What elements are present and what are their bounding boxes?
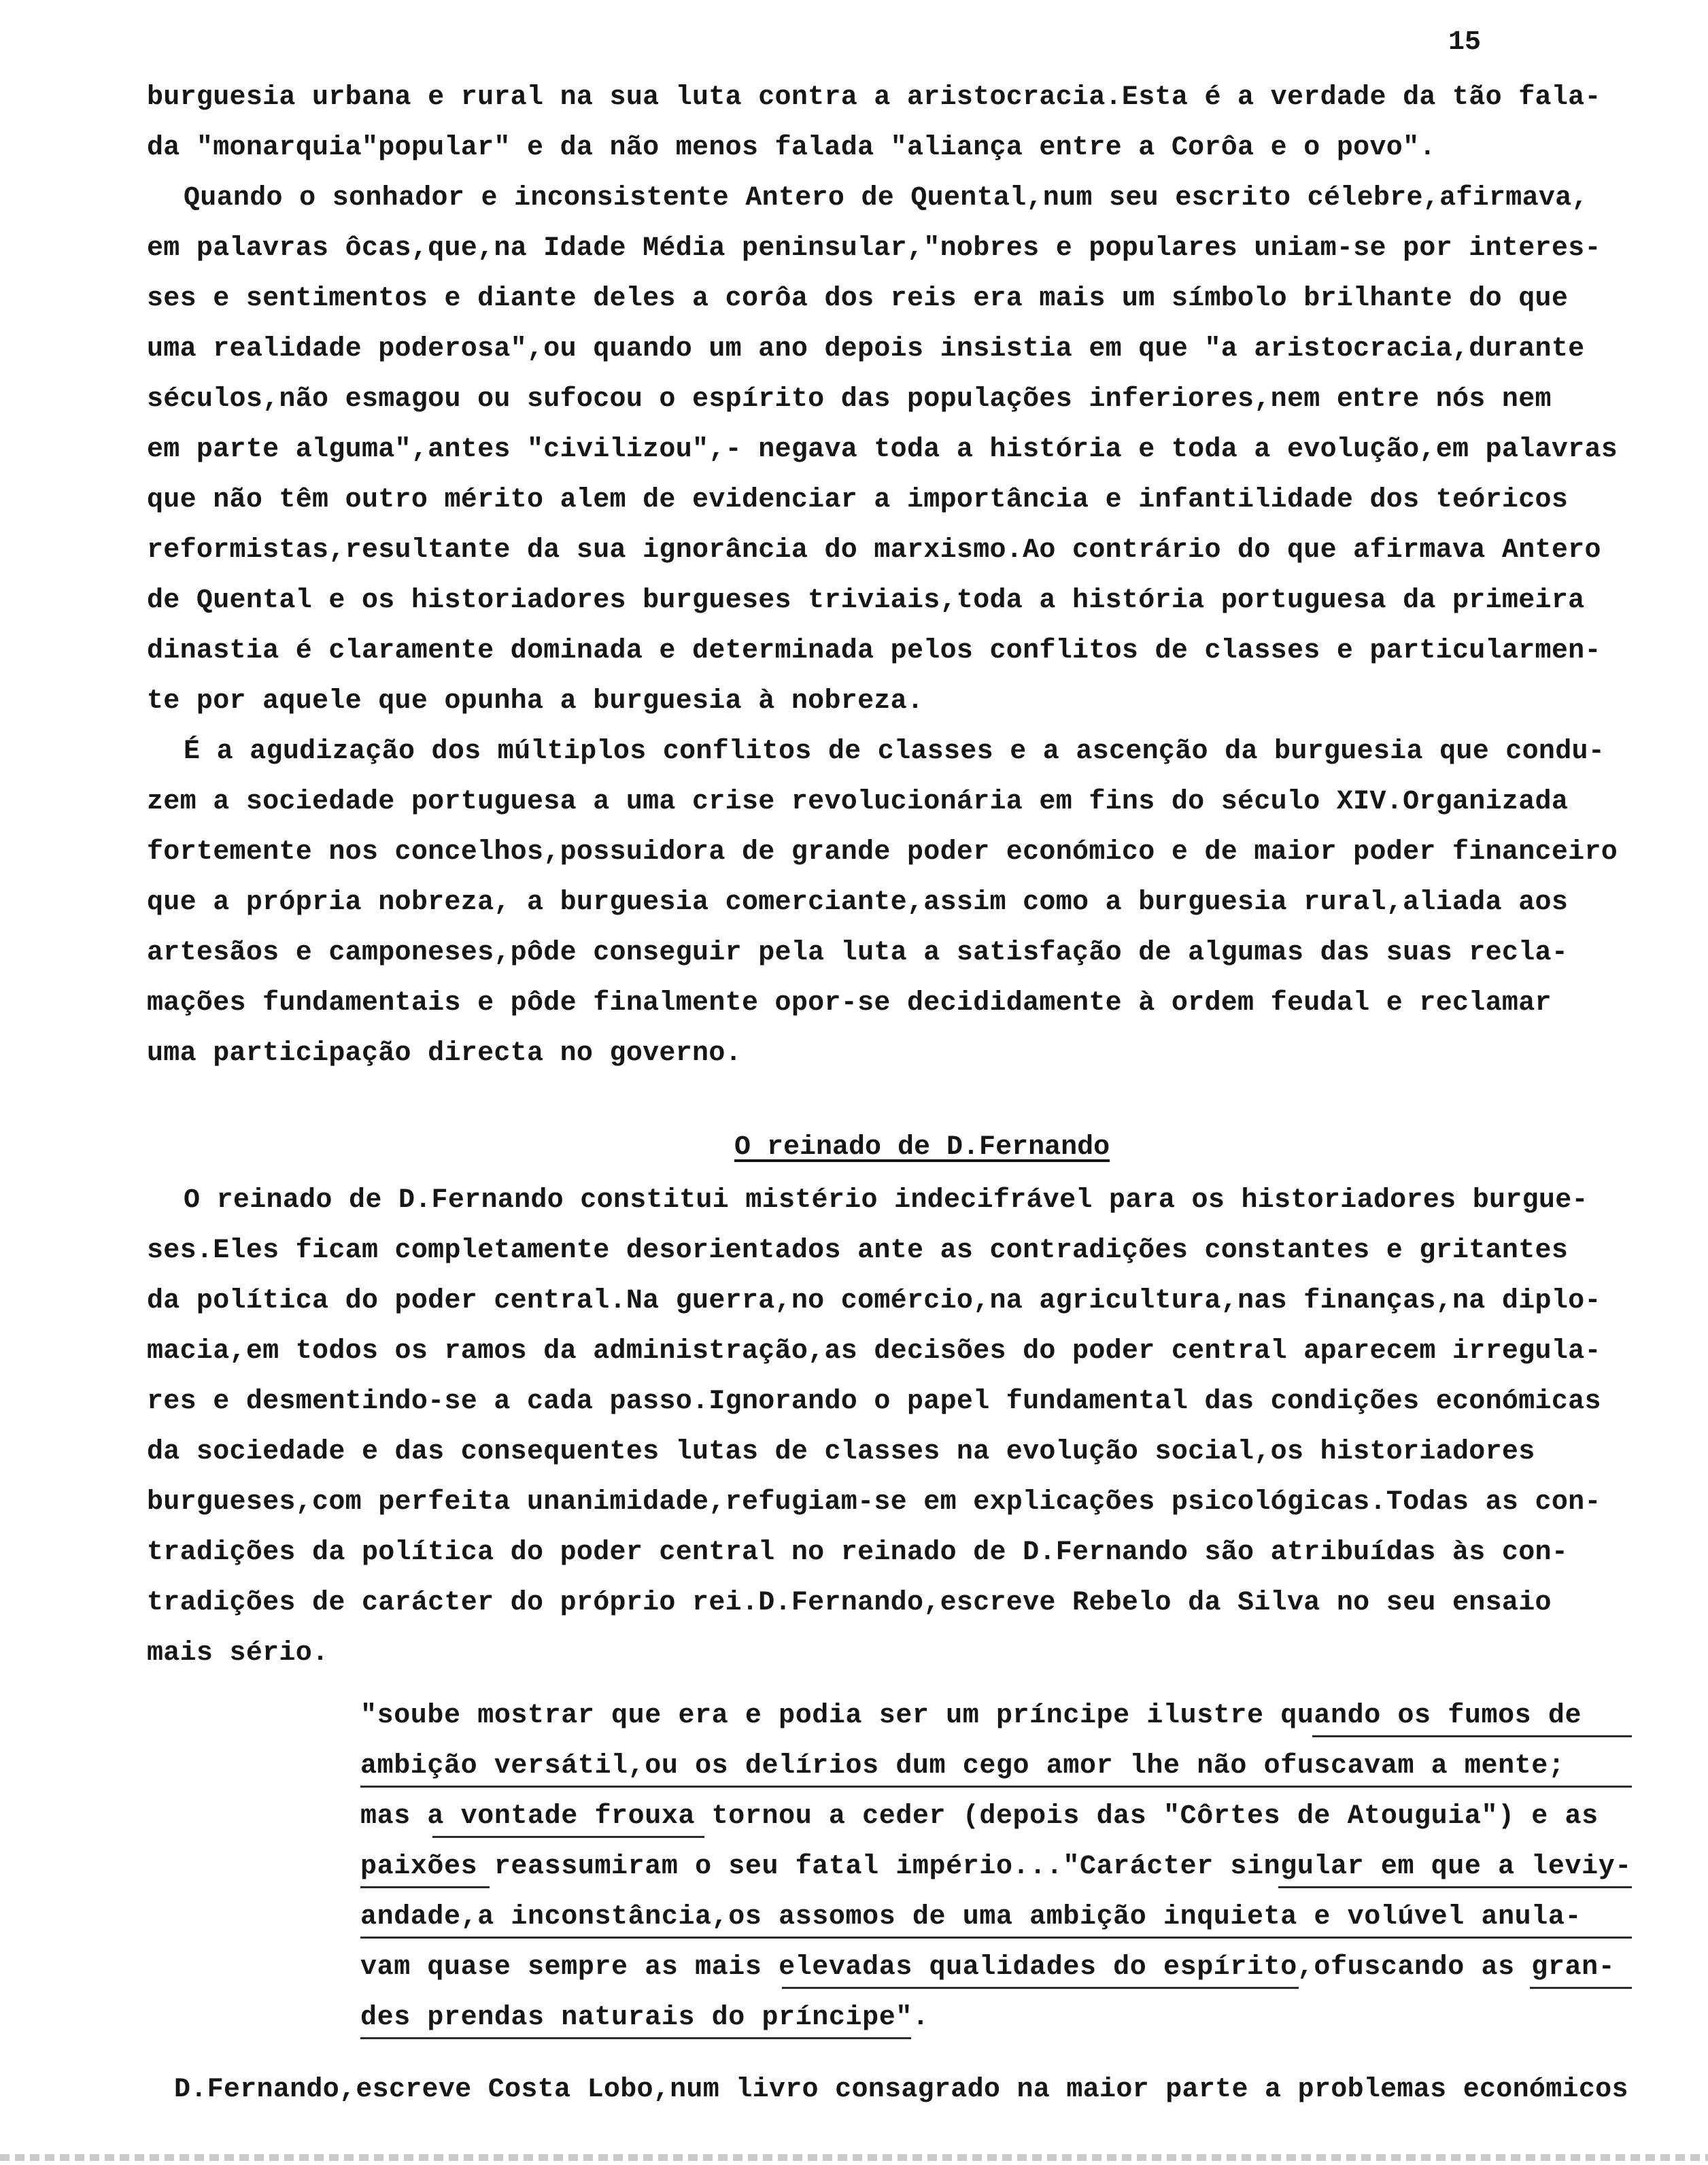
paragraph-2-line: Quando o sonhador e inconsistente Antero de Quental,num seu escrito célebre,afirmava, [184,183,1588,214]
handwritten-underline [360,1937,1632,1939]
paragraph-4-line: O reinado de D.Fernando constitui mistério indecifrável para os historiadores burgue- [184,1185,1588,1216]
paragraph-3-line: artesãos e camponeses,pôde conseguir pela luta a satisfação de algumas das suas recla- [147,938,1569,968]
paragraph-5-line: D.Fernando,escreve Costa Lobo,num livro consagrado na maior parte a problemas económicos [174,2075,1628,2105]
paragraph-4-line: tradições de carácter do próprio rei.D.Fernando,escreve Rebelo da Silva no seu ensaio [147,1588,1552,1618]
quote-line: vam quase sempre as mais elevadas qualidades do espírito,ofuscando as gran- [360,1952,1616,1983]
paragraph-4-line: res e desmentindo-se a cada passo.Ignorando o papel fundamental das condições económicas [147,1386,1601,1417]
paragraph-2-line: te por aquele que opunha a burguesia à nobreza. [147,686,924,717]
scan-edge-artifact [0,2154,1708,2161]
handwritten-underline [782,1987,1299,1989]
paragraph-4-line: ses.Eles ficam completamente desorientados ante as contradições constantes e gritantes [147,1235,1569,1266]
paragraph-3-line: zem a sociedade portuguesa a uma crise revolucionária em fins do século XIV.Organizada [147,787,1569,817]
paragraph-4-line: macia,em todos os ramos da administração,as decisões do poder central aparecem irregula- [147,1336,1601,1367]
quote-line: andade,a inconstância,os assomos de uma ambição inquieta e volúvel anula- [360,1902,1582,1932]
quote-line: paixões reassumiram o seu fatal império..."Carácter singular em que a leviy- [360,1852,1632,1882]
quote-line: ambição versátil,ou os delírios dum cego amor lhe não ofuscavam a mente; [360,1751,1565,1782]
handwritten-underline [360,1786,1632,1788]
paragraph-3-line: mações fundamentais e pôde finalmente opor-se decididamente à ordem feudal e reclamar [147,988,1552,1019]
paragraph-4-line: da política do poder central.Na guerra,no comércio,na agricultura,nas finanças,na diplo- [147,1286,1601,1316]
paragraph-3-line: que a própria nobreza, a burguesia comerciante,assim como a burguesia rural,aliada aos [147,887,1569,918]
section-heading: O reinado de D.Fernando [734,1132,1110,1163]
paragraph-4-line: da sociedade e das consequentes lutas de classes na evolução social,os historiadores [147,1437,1535,1467]
paragraph-2-line: em parte alguma",antes "civilizou",- negava toda a história e toda a evolução,em palavras [147,434,1618,465]
paragraph-1-line: da "monarquia"popular" e da não menos falada "aliança entre a Corôa e o povo". [147,133,1436,163]
paragraph-2-line: que não têm outro mérito alem de evidenciar a importância e infantilidade dos teóricos [147,485,1569,515]
handwritten-underline [360,1886,490,1888]
quote-line: des prendas naturais do príncipe". [360,2002,929,2033]
paragraph-2-line: em palavras ôcas,que,na Idade Média peninsular,"nobres e populares uniam-se por interes- [147,233,1601,264]
paragraph-3-line: fortemente nos concelhos,possuidora de grande poder económico e de maior poder financeiro [147,837,1618,868]
paragraph-2-line: ses e sentimentos e diante deles a corôa dos reis era mais um símbolo brilhante do que [147,284,1569,314]
quote-line: mas a vontade frouxa tornou a ceder (depois das "Côrtes de Atouguia") e as [360,1801,1599,1832]
paragraph-2-line: séculos,não esmagou ou sufocou o espírito das populações inferiores,nem entre nós nem [147,384,1552,415]
paragraph-4-line: tradições da política do poder central no reinado de D.Fernando são atribuídas às con- [147,1537,1569,1568]
paragraph-3-line: uma participação directa no governo. [147,1038,742,1069]
handwritten-underline [360,2037,911,2039]
paragraph-2-line: uma realidade poderosa",ou quando um ano depois insistia em que "a aristocracia,durante [147,334,1585,364]
handwritten-underline [1312,1735,1632,1737]
page-number: 15 [1448,27,1482,58]
paragraph-3-line: É a agudização dos múltiplos conflitos de classes e a ascenção da burguesia que condu- [184,736,1605,767]
paragraph-2-line: de Quental e os historiadores burgueses triviais,toda a história portuguesa da primeira [147,585,1585,616]
handwritten-underline [432,1836,704,1838]
paragraph-1-line: burguesia urbana e rural na sua luta contra a aristocracia.Esta é a verdade da tão fala- [147,82,1601,113]
quote-line: "soube mostrar que era e podia ser um príncipe ilustre quando os fumos de [360,1701,1582,1731]
paragraph-4-line: mais sério. [147,1638,329,1669]
handwritten-underline [1278,1886,1632,1888]
handwritten-underline [1530,1987,1632,1989]
paragraph-2-line: dinastia é claramente dominada e determinada pelos conflitos de classes e particularmen- [147,636,1601,666]
paragraph-2-line: reformistas,resultante da sua ignorância do marxismo.Ao contrário do que afirmava Antero [147,535,1601,566]
paragraph-4-line: burgueses,com perfeita unanimidade,refugiam-se em explicações psicológicas.Todas as con- [147,1487,1601,1518]
